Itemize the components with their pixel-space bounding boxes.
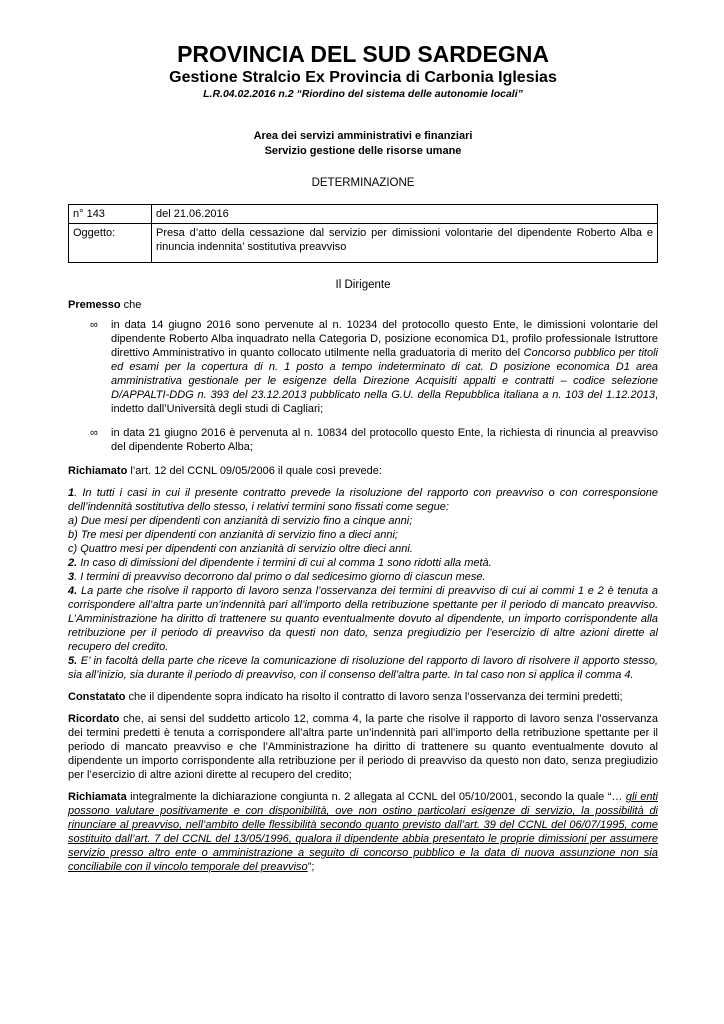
list-item xyxy=(68,318,658,416)
clause-text: La parte che risolve il rapporto di lavoro senza l’osservanza dei termini di preavviso di cui ai commi 1 e 2 è tenuta a corrispondere all’altra parte un’indennità pari all’importo della retribuzione spettante per il periodo di mancato preavviso. L’Amministrazione ha diritto di trattenere su quanto eventualmente dovuto al dipendente, un importo corrispondente alla retribuzione per il periodo di preavviso da questi non dato, senza pregiudizio per l’esercizio di altre azioni dirette al recupero del credito. xyxy=(68,585,658,653)
ricordato-text: che, ai sensi del suddetto articolo 12, comma 4, la parte che risolve il rapporto di lavoro senza l’osservanza dei termini predetti è tenuta a corrispondere all’altra parte un’indennità pari all’importo della retribuzione spettante per il periodo di mancato preavviso e che l’Amministrazione ha diritto di trattenere su quanto eventualmente dovuto al dipendente un importo corrispondente alla retribuzione per il periodo di preavviso da questo non dato, senza pregiudizio per l’esercizio di altre azioni dirette al recupero del credito; xyxy=(68,713,658,781)
bullet-text: in data 14 giugno 2016 sono pervenute al n. 10234 del protocollo questo Ente, le dimissioni volontarie del dipendente Roberto Alba inquadrato nella Categoria D, posizione economica D1, profilo professionale Istruttore direttivo Amministrativo in quanto collocato utilmente nella graduatoria di merito del xyxy=(111,319,658,359)
clause-text: . In tutti i casi in cui il presente contratto prevede la risoluzione del rapporto con preavviso o con corresponsione dell’indennità sostitutiva dello stesso, i relativi termini sono fissati come segue: xyxy=(68,487,658,513)
richiamata-end: ”; xyxy=(307,861,315,873)
quote-item: a) Due mesi per dipendenti con anzianità di servizio fino a cinque anni; xyxy=(68,515,413,527)
subject-label: Oggetto: xyxy=(69,224,152,263)
richiamata-paragraph xyxy=(68,790,658,874)
premesso-paragraph xyxy=(68,298,658,312)
quote-item: b) Tre mesi per dipendenti con anzianità di servizio fino a dieci anni; xyxy=(68,529,398,541)
richiamata-text: integralmente la dichiarazione congiunta n. 2 allegata al CCNL del 05/10/2001, secondo la quale “… xyxy=(126,791,626,803)
clause-text: E’ in facoltà della parte che riceve la comunicazione di risoluzione del rapporto di lavoro di risolvere il apporto stesso, sia all’inizio, sia durante il periodo di preavviso, con il consenso dell’altra parte. In tal caso non si applica il comma 4. xyxy=(68,655,658,681)
quote-paragraph xyxy=(68,570,658,584)
page-subtitle: Gestione Stralcio Ex Provincia di Carbonia Iglesias xyxy=(169,69,557,86)
quote-paragraph xyxy=(68,486,658,514)
quote-item: c) Quattro mesi per dipendenti con anzianità di servizio oltre dieci anni. xyxy=(68,543,413,555)
dirigente-heading: Il Dirigente xyxy=(335,279,391,291)
infinity-bullet-icon: ∞ xyxy=(90,427,98,439)
determination-date: del 21.06.2016 xyxy=(152,205,658,224)
list-item xyxy=(68,426,658,454)
clause-number: 1 xyxy=(68,487,75,499)
quote-paragraph xyxy=(68,584,658,654)
infinity-bullet-icon: ∞ xyxy=(90,319,98,331)
premesso-label: Premesso xyxy=(68,299,121,311)
clause-number: 5. xyxy=(68,655,78,667)
service-name: Servizio gestione delle risorse umane xyxy=(264,145,462,157)
determination-meta-table xyxy=(68,204,658,263)
clause-text: . I termini di preavviso decorrono dal primo o dal sedicesimo giorno di ciascun mese. xyxy=(74,571,486,583)
ricordato-label: Ricordato xyxy=(68,713,120,725)
clause-number: 2. xyxy=(68,557,78,569)
richiamata-quote: gli enti possono valutare positivamente e con disponibilità, ove non ostino particolari esigenze di servizio, la possibilità di rinunciare al preavviso, nell’ambito delle flessibilità secondo quanto previsto dall’art. 39 del CCNL del 06/07/1995, come sostituito dall’art. 7 del CCNL del 13/05/1996, qualora il dipendente abbia presentato le proprie dimissioni per assumere servizio presso altro ente o amministrazione a seguito di concorso pubblico e la data di nuova assunzione non sia conciliabile con il vincolo temporale del preavviso xyxy=(68,791,659,873)
bullet-italic-text: Concorso pubblico per titoli ed esami per la copertura di n. 1 posto a tempo indeterminato di cat. D posizione economica D1 area amministrativa gestionale per le esigenze della Direzione Acquisiti appalti e contratti – codice selezione D/APPALTI-DDG n. 393 del 23.12.2013 pubblicato nella G.U. della Repubblica italiana a n. 103 del 1.12.2013 xyxy=(111,347,658,401)
richiamato-label: Richiamato xyxy=(68,465,128,477)
subject-text: Presa d’atto della cessazione dal servizio per dimissioni volontarie del dipendente Roberto Alba e rinuncia indennita’ sostitutiva preavviso xyxy=(152,224,658,263)
department-block xyxy=(68,129,658,159)
ricordato-paragraph xyxy=(68,712,658,782)
bullet-text: in data 21 giugno 2016 è pervenuta al n. 10834 del protocollo questo Ente, la richiesta di rinuncia al preavviso del dipendente Roberto Alba; xyxy=(111,427,658,453)
quote-paragraph xyxy=(68,556,658,570)
table-row xyxy=(69,205,658,224)
premesso-list xyxy=(68,318,658,454)
document-type: DETERMINAZIONE xyxy=(311,177,415,189)
clause-number: 3 xyxy=(68,571,75,583)
page-title: PROVINCIA DEL SUD SARDEGNA xyxy=(177,41,549,67)
richiamata-label: Richiamata xyxy=(68,791,127,803)
determination-number: n° 143 xyxy=(69,205,152,224)
table-row xyxy=(69,224,658,263)
premesso-text: che xyxy=(120,299,142,311)
bullet-text: , indetto dall’Università degli studi di Cagliari; xyxy=(111,389,658,415)
quote-paragraph xyxy=(68,654,658,682)
richiamato-text: l’art. 12 del CCNL 09/05/2006 il quale così prevede: xyxy=(127,465,382,477)
richiamato-paragraph xyxy=(68,464,658,478)
ccnl-quote xyxy=(68,486,658,682)
constatato-paragraph xyxy=(68,690,658,704)
clause-number: 4. xyxy=(68,585,78,597)
law-reference: L.R.04.02.2016 n.2 “Riordino del sistema delle autonomie locali” xyxy=(203,88,523,100)
clause-text: In caso di dimissioni del dipendente i termini di cui al comma 1 sono ridotti alla metà. xyxy=(77,557,492,569)
constatato-label: Constatato xyxy=(68,691,126,703)
constatato-text: che il dipendente sopra indicato ha risolto il contratto di lavoro senza l’osservanza dei termini predetti; xyxy=(125,691,623,703)
area-name: Area dei servizi amministrativi e finanziari xyxy=(253,130,473,142)
